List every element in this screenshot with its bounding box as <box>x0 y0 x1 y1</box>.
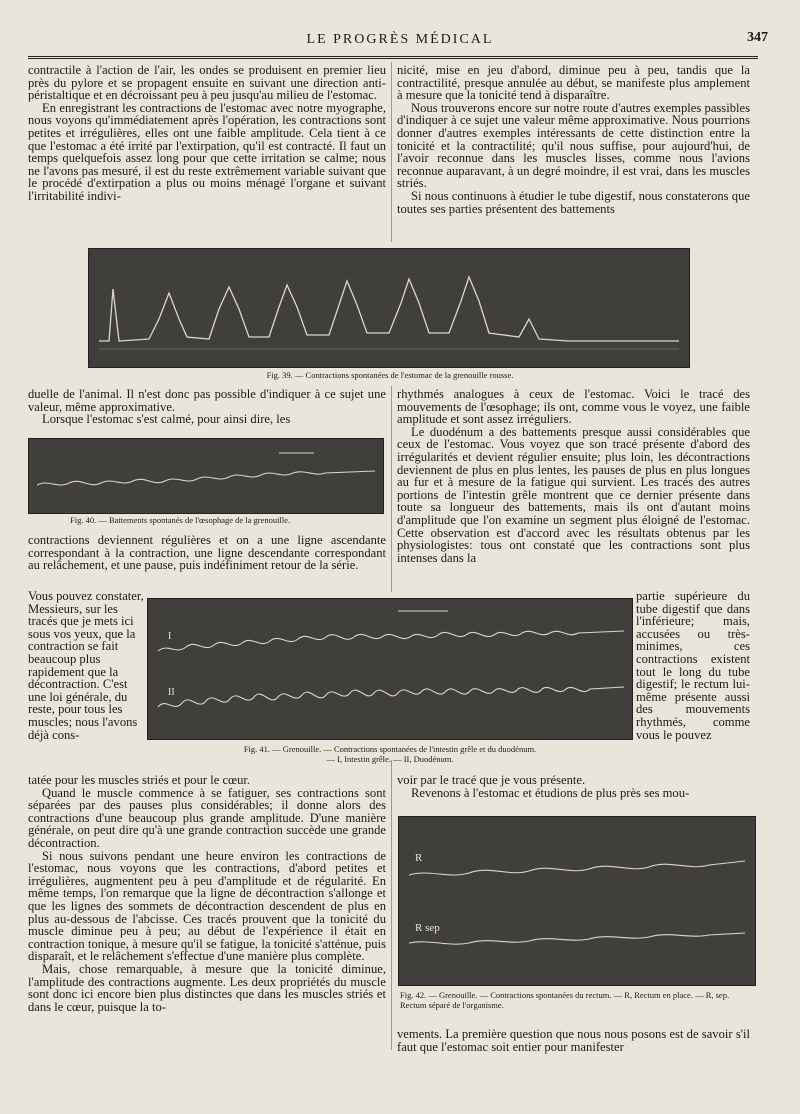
wrap-right-text <box>636 590 750 741</box>
figure-42-tracing <box>398 816 756 986</box>
paragraph: Mais, chose remarquable, à mesure que la tonicité diminue, l'amplitude des contractions augmente. Les deux propriétés du muscle sont donc ici encore bien plus distinctes que dans les muscles striés et dans le cœur, puisque la to- <box>28 961 386 1014</box>
wrap-left-text <box>28 590 146 741</box>
figure-41-caption-line: Fig. 41. — Grenouille. — Contractions spontanées de l'intestin grêle et du duodénum. <box>243 744 537 754</box>
column-divider <box>391 760 392 1050</box>
paragraph: En enregistrant les contractions de l'estomac avec notre myographe, nous voyons qu'immédiatement après l'opération, les contractions sont petites et irrégulières, elles ont une faible amplitude. Cela tient à ce que l'estomac a été irrité par l'extirpation, qu'il est contracté. Il faut un temps quelquefois assez long pour que cette irritation se calme; nous ne l'avons pas mesuré, il est du reste extrêmement variable suivant que le procédé d'extirpation a plus ou moins ménagé l'organe et suivant l'irritabilité indivi- <box>28 100 386 203</box>
bottom-right-text-end <box>397 1028 750 1053</box>
paragraph: Si nous continuons à étudier le tube digestif, nous constaterons que toutes ses parties présentent des battements <box>397 188 750 216</box>
paragraph: Si nous suivons pendant une heure environ les contractions de l'estomac, nous voyons que les contractions, d'abord petites et irrégulières, augmentent peu à peu d'amplitude et de régularité. En même temps, l'on remarque que la ligne de décontraction s'allonge et que les lignes des sommets de décontraction descendent de plus en plus au-dessous de l'abcisse. Ces tracés prouvent que la tonicité du muscle diminue peu à peu; au début de l'expérience il était en contraction tonique, à mesure qu'il se fatigue, la tonicité s'atténue, puis disparaît, et le relâchement s'effectue d'une manière plus complète. <box>28 848 386 964</box>
paragraph: Vous pouvez constater, Messieurs, sur les tracés que je mets ici sous vos yeux, que la contraction se fait beaucoup plus rapidement que la décontraction. C'est une loi générale, du reste, pour tous les muscles; nous l'avons déjà cons- <box>28 589 144 742</box>
trace-label-ii: II <box>168 687 175 698</box>
figure-41-caption <box>200 744 580 764</box>
paragraph: vements. La première question que nous nous posons est de savoir s'il faut que l'estomac soit entier pour manifester <box>397 1027 750 1054</box>
running-title: LE PROGRÈS MÉDICAL <box>306 32 494 47</box>
trace-label-r: R <box>415 852 423 864</box>
figure-42-caption: Fig. 42. — Grenouille. — Contractions spontanées du rectum. — R, Rectum en place. — R, sep. Rectum séparé de l'organisme. <box>400 990 730 1010</box>
mid-left-text-1 <box>28 388 386 426</box>
paragraph: contractions deviennent régulières et on a une ligne ascendante correspondant à la contraction, une ligne descendante correspondant au relâchement, et une pause, puis indéfiniment retour de la série. <box>28 533 386 573</box>
header-rule <box>28 56 758 59</box>
paragraph: Lorsque l'estomac s'est calmé, pour ainsi dire, les <box>42 412 291 427</box>
stomach-tracing-image <box>89 249 689 367</box>
top-left-text <box>28 64 386 203</box>
paragraph: contractile à l'action de l'air, les ondes se produisent en premier lieu près du pylore et se propagent ensuite en suivant une direction anti-péristaltique et en décroissant peu à peu jusqu'au milieu de l'estomac. <box>28 63 386 103</box>
oesophagus-tracing-image <box>29 439 383 513</box>
rectum-tracing-image <box>399 817 755 985</box>
paragraph: Revenons à l'estomac et étudions de plus près ses mou- <box>411 785 690 800</box>
trace-label-i: I <box>168 631 172 642</box>
figure-40-tracing <box>28 438 384 514</box>
bottom-right-text-top <box>397 774 750 799</box>
intestine-tracing-image <box>148 599 632 739</box>
paragraph: voir par le tracé que je vous présente. <box>397 773 586 787</box>
figure-41-caption-line: — I, Intestin grêle. — II, Duodénum. <box>326 754 454 764</box>
figure-39-tracing <box>88 248 690 368</box>
paragraph: Nous trouverons encore sur notre route d'autres exemples passibles d'indiquer à ce sujet une valeur même approximative. Nous pourrions donner d'autres exemples intéressants de cette distinction entre la tonicité et la contractilité; qu'il nous suffise, pour aujourd'hui, de l'avoir reconnue dans les muscles lisses, comme nous l'avions reconnue auparavant, à un degré moindre, il est vrai, dans les muscles striés. <box>397 100 750 191</box>
page-number: 347 <box>747 30 768 45</box>
mid-left-text-2 <box>28 534 386 572</box>
figure-41-tracing <box>147 598 633 740</box>
paragraph: tatée pour les muscles striés et pour le cœur. <box>28 773 251 787</box>
paragraph: nicité, mise en jeu d'abord, diminue peu à peu, tandis que la contractilité, presque annulée au début, se manifeste plus amplement à mesure que la tonicité tend à disparaître. <box>397 63 750 103</box>
column-divider <box>391 386 392 592</box>
trace-label-rsep: R sep <box>415 922 440 934</box>
paragraph: partie supérieure du tube digestif que dans l'inférieure; mais, accusées ou très-minimes, ces contractions existent tout le long du tube digestif; le rectum lui-même présente aussi des mouvements rhythmés, comme vous le pouvez <box>636 589 750 742</box>
top-right-text <box>397 64 750 215</box>
figure-40-caption: Fig. 40. — Battements spontanés de l'œsophage de la grenouille. <box>70 515 291 525</box>
bottom-left-text <box>28 774 386 1013</box>
column-divider <box>391 62 392 242</box>
figure-39-caption: Fig. 39. — Contractions spontanées de l'estomac de la grenouille rousse. <box>266 370 514 380</box>
mid-right-text <box>397 388 750 564</box>
paragraph: Le duodénum a des battements presque aussi considérables que ceux de l'estomac. Vous voyez que son tracé présente d'abord des irrégularités et devient régulier ensuite; plus loin, les décontractions deviennent de plus en plus lentes, les pauses de plus en plus longues au fur et à mesure de la fatigue qui survient. Les tracés des autres portions de l'intestin grêle montrent que ce dernier présente dans toute sa longueur des battements, mais ils ont d'autant moins d'amplitude que l'on examine un segment plus éloigné de l'estomac. Cette observation est d'accord avec les résultats obtenus par les physiologistes: tous ont constaté que les contractions sont plus intenses dans la <box>397 424 750 565</box>
paragraph: duelle de l'animal. Il n'est donc pas possible d'indiquer à ce sujet une valeur, même approximative. <box>28 387 386 414</box>
paragraph: Quand le muscle commence à se fatiguer, ses contractions sont séparées par des pauses plus considérables; il donne alors des contractions d'une beaucoup plus grande amplitude. D'une manière générale, on peut dire qu'à une grande contraction succède une grande décontraction. <box>28 785 386 850</box>
page-header <box>28 28 772 50</box>
paragraph: rhythmés analogues à ceux de l'estomac. Voici le tracé des mouvements de l'œsophage; ils ont, comme vous le voyez, une faible amplitude et sont assez irréguliers. <box>397 387 750 427</box>
